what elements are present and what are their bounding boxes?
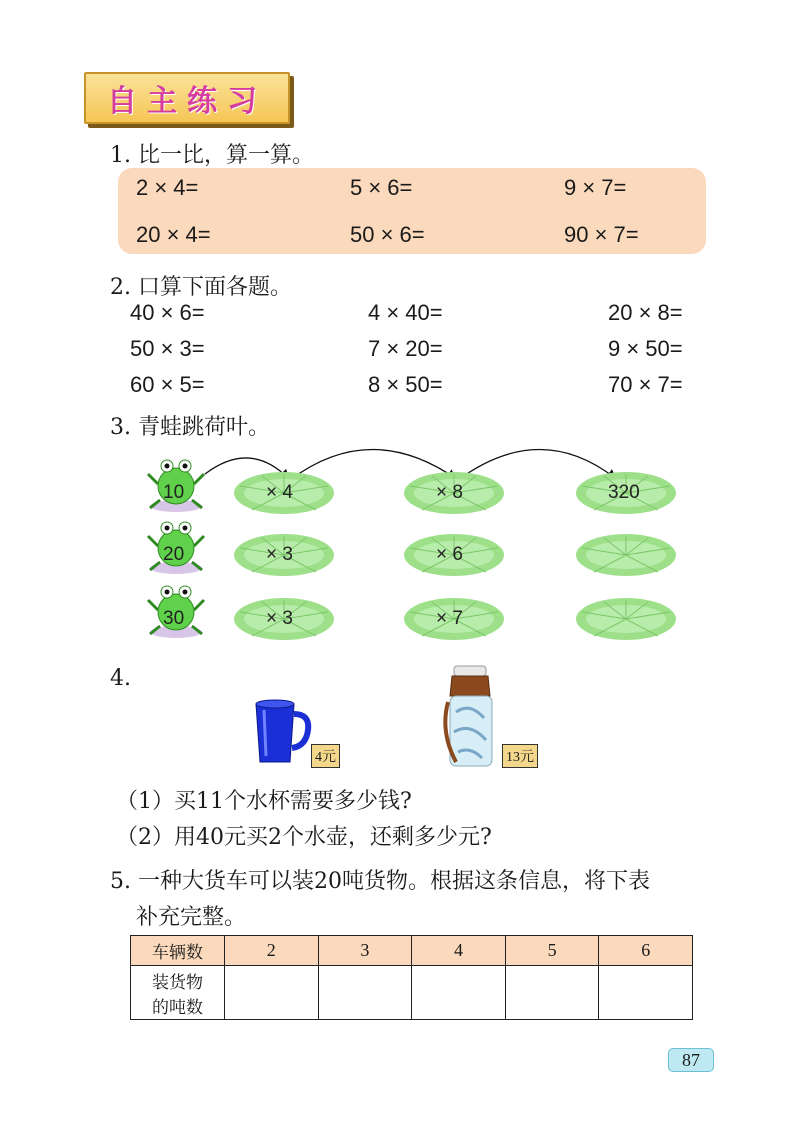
question-1-label: 1. 比一比，算一算。 <box>110 143 314 168</box>
table-header-row <box>131 936 693 966</box>
q2-expr: 50 × 3= <box>130 336 205 361</box>
table-header-cell: 2 <box>225 936 319 966</box>
answer-cell[interactable] <box>412 966 506 1020</box>
q2-expr: 8 × 50= <box>368 372 443 397</box>
page-number: 87 <box>668 1048 714 1072</box>
water-bottle-image <box>440 662 500 770</box>
table-header-cell: 3 <box>318 936 412 966</box>
q2-expr: 4 × 40= <box>368 300 443 325</box>
answer-cell[interactable] <box>225 966 319 1020</box>
q2-expr: 7 × 20= <box>368 336 443 361</box>
question-4-label: 4. <box>110 666 131 691</box>
answer-cell[interactable] <box>505 966 599 1020</box>
question-2-label: 2. 口算下面各题。 <box>110 275 292 300</box>
frog-start-number: 20 <box>163 544 185 565</box>
section-title: 自主练习 <box>107 84 267 119</box>
truck-table <box>130 935 693 1020</box>
bottle-price-tag: 13元 <box>502 744 538 768</box>
q1-expr: 20 × 4= <box>136 222 211 247</box>
lily-pad-label: × 3 <box>266 544 293 565</box>
table-header-label: 车辆数 <box>131 936 225 966</box>
frog-start-number: 10 <box>163 482 185 503</box>
q1-expr: 90 × 7= <box>564 222 639 247</box>
q2-expr: 40 × 6= <box>130 300 205 325</box>
table-header-cell: 5 <box>505 936 599 966</box>
row-label-line: 的吨数 <box>152 997 203 1018</box>
answer-cell[interactable] <box>318 966 412 1020</box>
table-row <box>131 966 693 1020</box>
lily-pad <box>574 532 678 582</box>
lily-pad-label: × 8 <box>436 482 463 503</box>
q2-expr: 60 × 5= <box>130 372 205 397</box>
q2-expr: 9 × 50= <box>608 336 683 361</box>
cup-image <box>250 698 312 766</box>
frog-start-number: 30 <box>163 608 185 629</box>
q2-expr: 70 × 7= <box>608 372 683 397</box>
q2-expr: 20 × 8= <box>608 300 683 325</box>
q1-expr: 50 × 6= <box>350 222 425 247</box>
lily-pad <box>574 596 678 646</box>
lily-pad-label: × 3 <box>266 608 293 629</box>
question-4-sub2: （2）用40元买2个水壶，还剩多少元? <box>116 825 492 850</box>
question-4-sub1: （1）买11个水杯需要多少钱? <box>116 789 412 814</box>
cup-price-tag: 4元 <box>311 744 340 768</box>
lily-pad-label: 320 <box>608 482 640 503</box>
lily-pad-label: × 4 <box>266 482 293 503</box>
table-row-label <box>131 966 225 1020</box>
question-5-label-cont: 补充完整。 <box>136 905 247 930</box>
question-5-label: 5. 一种大货车可以装20吨货物。根据这条信息，将下表 <box>110 869 650 894</box>
table-header-cell: 4 <box>412 936 506 966</box>
lily-pad-label: × 6 <box>436 544 463 565</box>
table-header-cell: 6 <box>599 936 693 966</box>
lily-pad-label: × 7 <box>436 608 463 629</box>
question-3-label: 3. 青蛙跳荷叶。 <box>110 415 270 440</box>
q1-expr: 9 × 7= <box>564 175 627 200</box>
q1-expr: 2 × 4= <box>136 175 199 200</box>
answer-cell[interactable] <box>599 966 693 1020</box>
q1-expr: 5 × 6= <box>350 175 413 200</box>
row-label-line: 装货物 <box>152 972 203 993</box>
